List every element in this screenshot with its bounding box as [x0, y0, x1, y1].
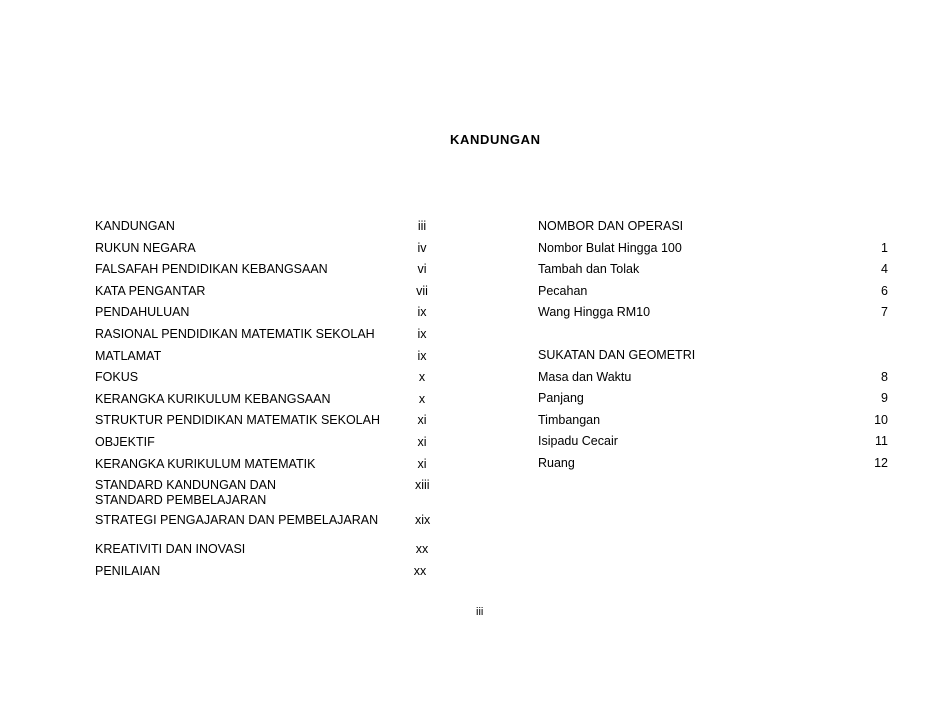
section-heading	[538, 348, 874, 370]
toc-entry-page: ix	[417, 348, 427, 363]
toc-entry-page: xi	[417, 456, 427, 471]
toc-entry-label: Wang Hingga RM10	[538, 305, 651, 320]
toc-entry	[538, 305, 888, 327]
toc-entry-label: STRATEGI PENGAJARAN DAN PEMBELAJARAN	[95, 513, 379, 528]
toc-entry-page: xi	[417, 434, 427, 449]
toc-entry	[95, 413, 455, 435]
toc-entry-label: STRUKTUR PENDIDIKAN MATEMATIK SEKOLAH	[95, 413, 380, 428]
toc-entry-label-line2: STANDARD PEMBELAJARAN	[95, 493, 267, 508]
toc-entry-label-line1: STANDARD KANDUNGAN DAN	[95, 478, 277, 493]
toc-entry	[95, 284, 455, 306]
toc-entry-page: 1	[881, 240, 888, 255]
toc-entry	[95, 478, 455, 513]
toc-entry-page: x	[418, 370, 426, 385]
toc-entry-label: RUKUN NEGARA	[95, 240, 196, 255]
toc-entry	[95, 542, 455, 564]
toc-entry	[538, 455, 888, 478]
page-title: KANDUNGAN	[450, 132, 541, 147]
toc-entry	[95, 370, 455, 392]
toc-entry	[95, 435, 455, 457]
toc-entry-page: xix	[415, 513, 431, 528]
toc-left-column	[95, 219, 455, 585]
toc-entry	[95, 262, 455, 284]
toc-entry-label: Ruang	[538, 455, 575, 470]
toc-entry-page: 7	[881, 305, 888, 320]
toc-entry	[538, 240, 888, 263]
toc-entry	[95, 513, 455, 542]
toc-entry-label: KANDUNGAN	[95, 219, 175, 233]
toc-entry	[95, 305, 455, 327]
section-heading-label: NOMBOR DAN OPERASI	[538, 219, 684, 233]
toc-entry-page: xiii	[415, 478, 430, 493]
toc-entry-label: FOKUS	[95, 370, 139, 385]
toc-entry	[538, 283, 888, 306]
toc-entry-page: xx	[413, 563, 427, 578]
toc-entry-page: ix	[417, 305, 427, 320]
toc-entry-label: KREATIVITI DAN INOVASI	[95, 542, 246, 557]
section-heading-label: SUKATAN DAN GEOMETRI	[538, 347, 696, 362]
toc-entry-label: Isipadu Cecair	[538, 434, 618, 449]
toc-entry-label: Pecahan	[538, 283, 588, 298]
toc-entry-page: 4	[881, 262, 888, 277]
toc-entry	[95, 392, 455, 414]
toc-entry-page: ix	[417, 326, 427, 341]
toc-entry-label: RASIONAL PENDIDIKAN MATEMATIK SEKOLAH	[95, 326, 375, 341]
toc-entry	[538, 262, 888, 284]
toc-entry-page: vi	[417, 262, 427, 277]
toc-entry-page: 6	[881, 283, 888, 298]
toc-entry	[538, 412, 888, 435]
toc-entry	[95, 219, 455, 241]
toc-entry-label: Masa dan Waktu	[538, 369, 632, 384]
toc-entry-label	[95, 478, 405, 508]
toc-entry-page: xi	[417, 413, 427, 428]
toc-entry-label: KERANGKA KURIKULUM MATEMATIK	[95, 456, 316, 471]
toc-right-column	[538, 219, 888, 478]
toc-entry	[95, 457, 455, 479]
toc-entry-page: x	[418, 391, 426, 406]
toc-entry-page: 8	[881, 369, 888, 384]
toc-entry-label: OBJEKTIF	[95, 434, 155, 449]
toc-entry-page: iv	[417, 240, 427, 255]
toc-entry-label: Tambah dan Tolak	[538, 262, 640, 277]
toc-entry-page: iii	[417, 219, 427, 233]
toc-entry-page: vii	[416, 283, 428, 298]
section-heading	[538, 219, 874, 241]
toc-entry	[538, 369, 888, 392]
toc-entry-page: 10	[874, 412, 888, 427]
toc-entry-page: 9	[881, 391, 888, 406]
toc-entry	[538, 391, 888, 413]
toc-entry-label: FALSAFAH PENDIDIKAN KEBANGSAAN	[95, 262, 328, 277]
toc-entry-label: MATLAMAT	[95, 348, 162, 363]
toc-entry-page: 12	[874, 455, 888, 470]
toc-entry	[538, 434, 888, 456]
toc-entry-label: KATA PENGANTAR	[95, 283, 206, 298]
toc-entry-label: KERANGKA KURIKULUM KEBANGSAAN	[95, 391, 331, 406]
toc-entry	[95, 327, 455, 349]
toc-entry	[95, 241, 455, 263]
toc-entry	[95, 564, 455, 586]
toc-entry-label: Panjang	[538, 391, 584, 406]
page-number: iii	[476, 606, 484, 618]
toc-entry-page: 11	[875, 434, 888, 449]
toc-entry-label: Nombor Bulat Hingga 100	[538, 240, 682, 255]
toc-entry-page: xx	[415, 542, 429, 557]
toc-entry-label: PENILAIAN	[95, 563, 161, 578]
toc-entry-label: PENDAHULUAN	[95, 305, 190, 320]
toc-entry-label: Timbangan	[538, 412, 601, 427]
toc-entry	[95, 349, 455, 371]
